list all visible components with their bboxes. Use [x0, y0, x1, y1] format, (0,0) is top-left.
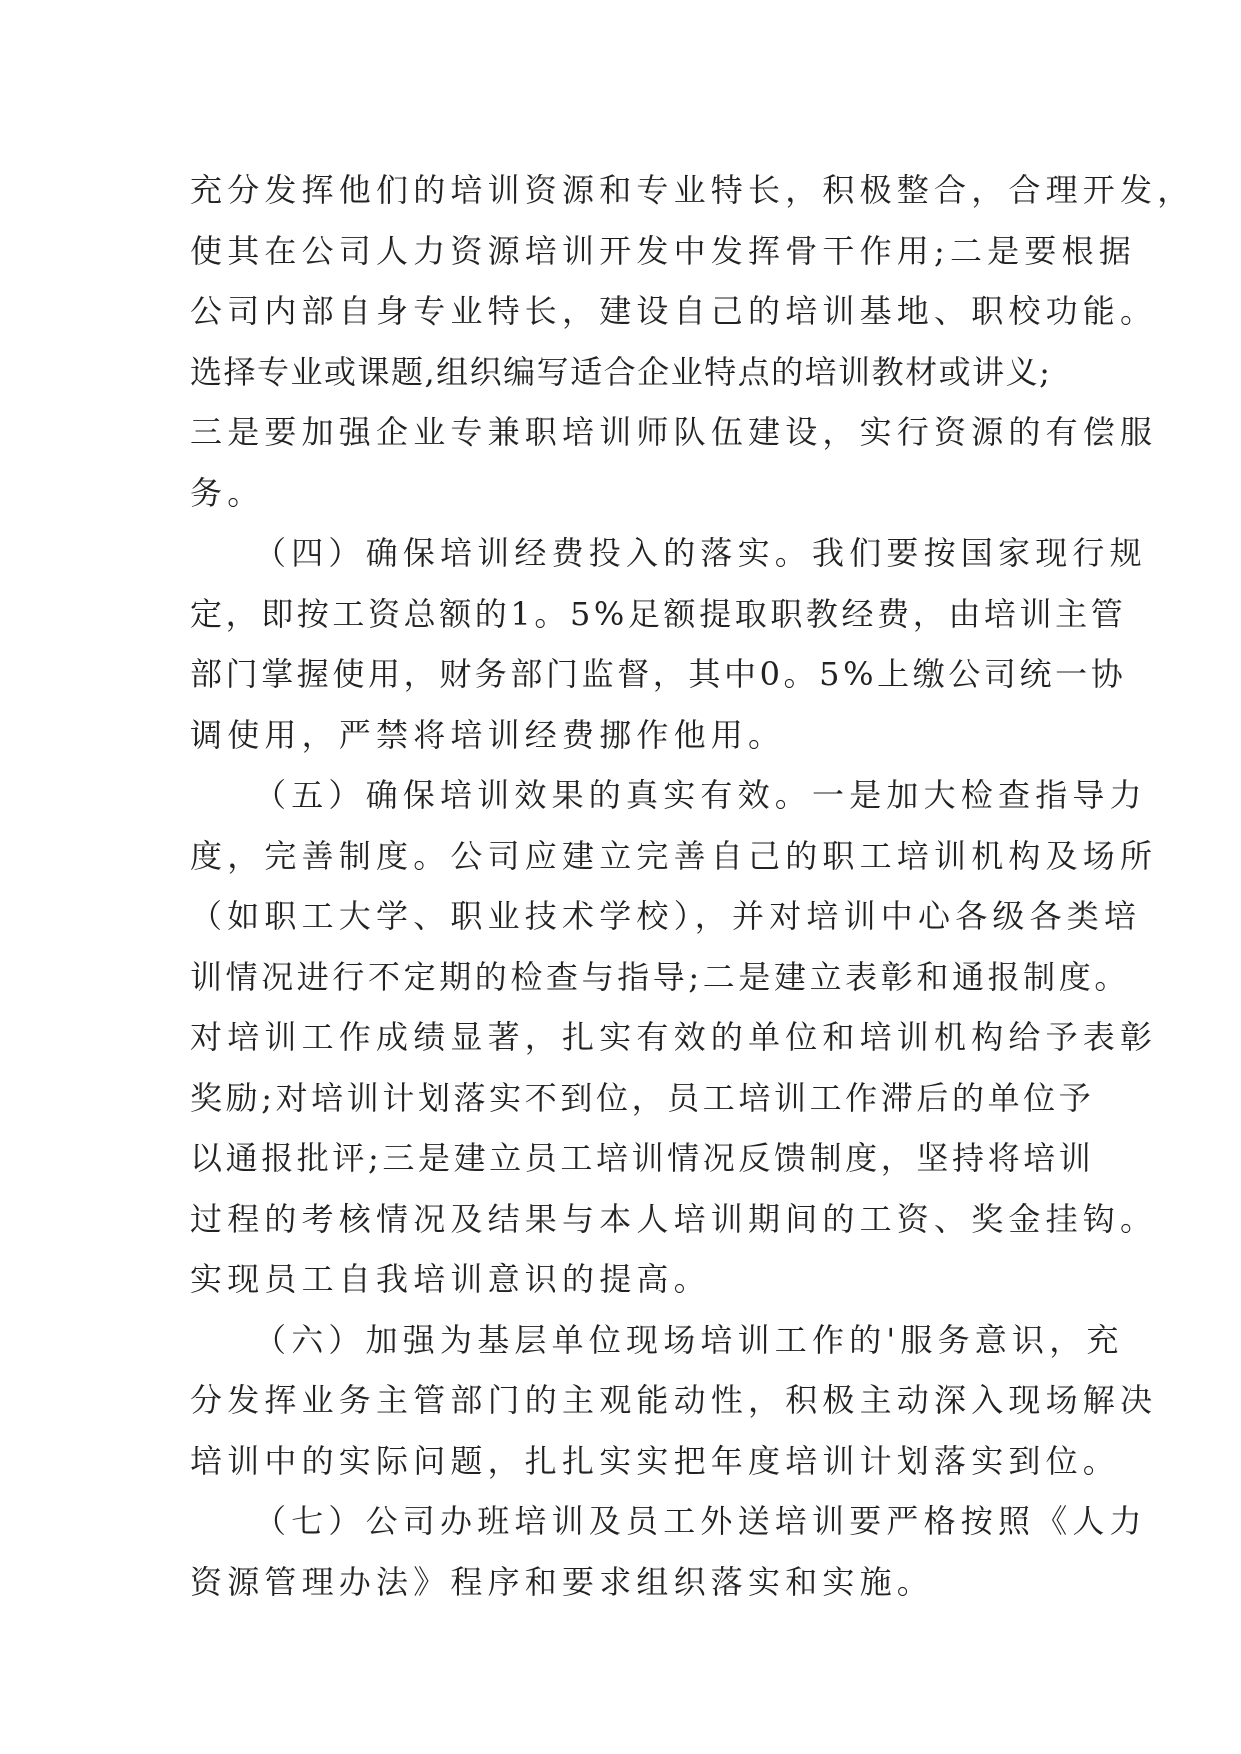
- text-line: （四）确保培训经费投入的落实。我们要按国家现行规: [254, 534, 1147, 572]
- text-line: 训情况进行不定期的检查与指导;二是建立表彰和通报制度。: [190, 957, 1130, 996]
- text-line: （五）确保培训效果的真实有效。一是加大检查指导力: [254, 776, 1147, 814]
- text-line: 实现员工自我培训意识的提高。: [190, 1260, 711, 1298]
- text-line: 度，完善制度。公司应建立完善自己的职工培训机构及场所: [190, 836, 1158, 875]
- text-line: 充分发挥他们的培训资源和专业特长，积极整合，合理开发，: [190, 171, 1195, 209]
- text-line: 培训中的实际问题，扎扎实实把年度培训计划落实到位。: [190, 1441, 1121, 1480]
- text-line: 选择专业或课题,组织编写适合企业特点的培训教材或讲义;: [190, 352, 1052, 391]
- paragraph-training-effectiveness: [190, 765, 1158, 1310]
- paragraph-training-funds: [190, 523, 1147, 765]
- text-line: （如职工大学、职业技术学校），并对培训中心各级各类培: [190, 897, 1142, 935]
- document-body: [190, 160, 1195, 1612]
- paragraph-external-training: [190, 1491, 1147, 1612]
- text-line: 公司内部自身专业特长，建设自己的培训基地、职校功能。: [190, 292, 1158, 330]
- text-line: （六）加强为基层单位现场培训工作的'服务意识，充: [254, 1320, 1124, 1359]
- text-line: （七）公司办班培训及员工外送培训要严格按照《人力: [254, 1502, 1147, 1540]
- paragraph-service-awareness: [190, 1310, 1158, 1492]
- text-line: 过程的考核情况及结果与本人培训期间的工资、奖金挂钩。: [190, 1199, 1158, 1238]
- text-line: 定，即按工资总额的1。5%足额提取职教经费，由培训主管: [190, 594, 1127, 633]
- text-line: 调使用，严禁将培训经费挪作他用。: [190, 715, 786, 754]
- text-line: 部门掌握使用，财务部门监督，其中0。5%上缴公司统一协: [190, 655, 1127, 693]
- text-line: 对培训工作成绩显著，扎实有效的单位和培训机构给予表彰: [190, 1018, 1158, 1056]
- text-line: 三是要加强企业专兼职培训师队伍建设，实行资源的有偿服: [190, 413, 1158, 451]
- text-line: 奖励;对培训计划落实不到位，员工培训工作滞后的单位予: [190, 1078, 1095, 1117]
- text-line: 使其在公司人力资源培训开发中发挥骨干作用;二是要根据: [190, 231, 1136, 270]
- text-line: 分发挥业务主管部门的主观能动性，积极主动深入现场解决: [190, 1381, 1158, 1419]
- text-line: 资源管理办法》程序和要求组织落实和实施。: [190, 1562, 935, 1601]
- paragraph-training-resources: [190, 160, 1195, 523]
- text-line: 务。: [190, 473, 265, 512]
- text-line: 以通报批评;三是建立员工培训情况反馈制度，坚持将培训: [190, 1139, 1095, 1177]
